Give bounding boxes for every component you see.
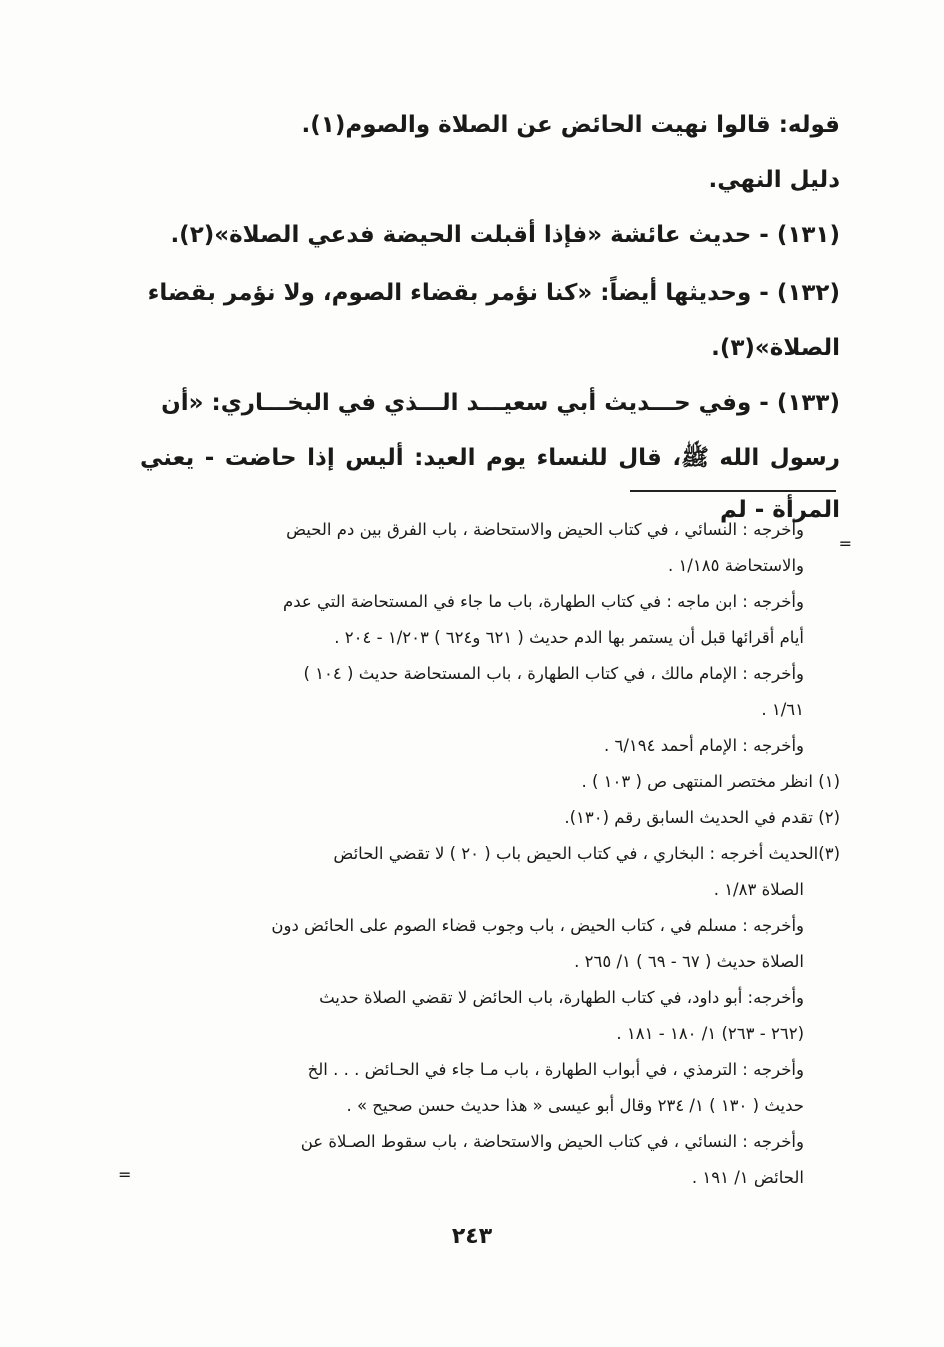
footnote-line: وأخرجه : النسائي ، في كتاب الحيض والاستحاضة ، باب الفرق بين دم الحيض	[286, 520, 804, 539]
footnote-line: (٢) تقدم في الحديث السابق رقم (١٣٠).	[564, 808, 840, 827]
footnote-line: وأخرجه : الإمام مالك ، في كتاب الطهارة ، باب المستحاضة حديث ( ١٠٤ )	[303, 664, 804, 683]
footnote-line: وأخرجه : الترمذي ، في أبواب الطهارة ، باب مـا جاء في الحـائض . . . الخ	[307, 1060, 804, 1079]
footnote-line: وأخرجه : الإمام أحمد ٦/١٩٤ .	[603, 736, 804, 755]
page-number: ٢٤٣	[451, 1224, 493, 1249]
footnote-line: الصلاة حديث ( ٦٧ - ٦٩ ) ١/ ٢٦٥ .	[574, 952, 804, 971]
footnotes	[140, 512, 840, 1196]
text-line: قوله: قالوا نهيت الحائض عن الصلاة والصوم(١).	[301, 112, 840, 138]
footnote-separator	[630, 490, 836, 492]
footnote-line: (٣)الحديث أخرجه : البخاري ، في كتاب الحيض باب ( ٢٠ ) لا تقضي الحائض	[333, 844, 840, 863]
text-line: (١٣٢) - وحديثها أيضاً: «كنا نؤمر بقضاء الصوم، ولا نؤمر بقضاء	[147, 280, 840, 306]
footnote-line: وأخرجه : النسائي ، في كتاب الحيض والاستحاضة ، باب سقوط الصـلاة عن	[300, 1132, 804, 1151]
continuation-mark: =	[838, 534, 852, 553]
footnote-line: وأخرجه : ابن ماجه : في كتاب الطهارة، باب ما جاء في المستحاضة التي عدم	[283, 592, 804, 611]
footnote-line: وأخرجه : مسلم في ، كتاب الحيض ، باب وجوب قضاء الصوم على الحائض دون	[271, 916, 804, 935]
footnote-line: (٢٦٢ - ٢٦٣) ١/ ١٨٠ - ١٨١ .	[616, 1024, 804, 1043]
footnote-line: والاستحاضة ١/١٨٥ .	[667, 556, 804, 575]
text-line: (١٣٣) - وفي حـــديث أبي سعيـــد الـــذي في البخـــاري: «أن	[161, 390, 840, 416]
main-text	[140, 96, 840, 536]
footnote-line: الصلاة ١/٨٣ .	[713, 880, 804, 899]
text-line: دليل النهي.	[708, 167, 840, 193]
end-mark: =	[118, 1165, 132, 1184]
text-line: الصلاة»(٣).	[711, 335, 840, 361]
footnote-line: (١) انظر مختصر المنتهى ص ( ١٠٣ ) .	[581, 772, 840, 791]
footnote-line: ١/٦١ .	[761, 700, 804, 719]
footnote-line: الحائض ١/ ١٩١ .	[691, 1168, 804, 1187]
text-line: رسول الله ﷺ، قال للنساء يوم العيد: أليس إذا حاضت - يعني المرأة - لم	[140, 445, 840, 523]
footnote-line: وأخرجه: أبو داود، في كتاب الطهارة، باب الحائض لا تقضي الصلاة حديث	[319, 988, 804, 1007]
footnote-line: أيام أقرائها قبل أن يستمر بها الدم حديث ( ٦٢١ و٦٢٤ ) ١/٢٠٣ - ٢٠٤ .	[334, 628, 804, 647]
footnote-line: حديث ( ١٣٠ ) ١/ ٢٣٤ وقال أبو عيسى « هذا حديث حسن صحيح » .	[346, 1096, 804, 1115]
text-line: (١٣١) - حديث عائشة «فإذا أقبلت الحيضة فدعي الصلاة»(٢).	[170, 222, 840, 248]
